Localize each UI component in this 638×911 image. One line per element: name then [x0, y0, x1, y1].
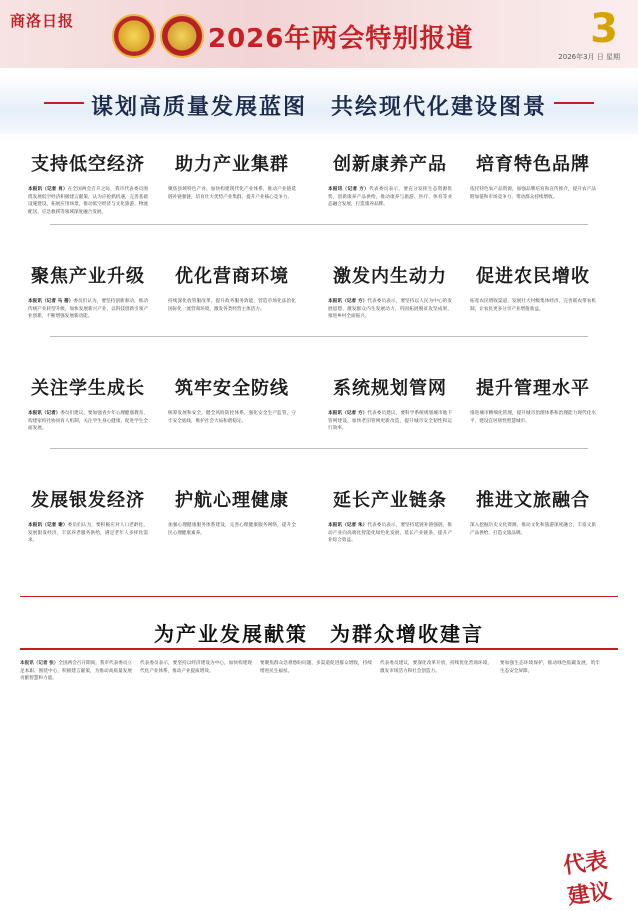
article-text: 加强心理健康服务体系建设，完善心理健康服务网络，提升全民心理健康素养。 — [168, 523, 296, 536]
bottom-title-rule — [20, 648, 618, 650]
article-body — [28, 522, 148, 582]
article-headline: 助力产业集群 — [175, 154, 289, 175]
article-byline: 本报讯（记者 谢） — [28, 523, 68, 528]
article-block — [28, 374, 148, 470]
stamp-seal: 代表建议 — [561, 847, 614, 910]
article-headline: 护航心理健康 — [175, 490, 289, 511]
article-text: 代表委员表示，要坚持延链补链强链，推动产业向高端化智能化绿色化发展，延长产业链条，提升产业综合效益。 — [328, 523, 452, 543]
article-block — [168, 374, 296, 470]
article-block — [28, 262, 148, 358]
article-text: 代表委员表示，要充分发挥生态资源优势，创新康养产品供给，推动康养与旅游、医疗、体育等业态融合发展，打造康养品牌。 — [328, 187, 452, 207]
bottom-column — [140, 660, 252, 890]
article-text: 要聚焦群众急难愁盼问题，多渠道促进群众增收，持续增进民生福祉。 — [260, 661, 372, 674]
article-body — [328, 186, 452, 246]
article-byline: 本报讯（记者 方） — [328, 299, 368, 304]
row-divider — [50, 336, 588, 337]
article-body — [168, 410, 296, 470]
section-divider — [20, 596, 618, 597]
article-block — [470, 262, 596, 358]
article-headline: 激发内生动力 — [333, 266, 447, 287]
bottom-column — [20, 660, 132, 890]
article-text: 代表委员建议，要科学系统规划城市地下管网建设，加快老旧管网更新改造，提升城市安全韧性和运行效率。 — [328, 411, 452, 431]
article-block — [28, 486, 148, 582]
row-divider — [50, 224, 588, 225]
headline-banner — [0, 74, 638, 134]
article-byline: 本报讯（记者 肖） — [28, 187, 68, 192]
article-headline: 推进文旅融合 — [476, 490, 590, 511]
article-block — [328, 486, 452, 582]
article-headline: 优化营商环境 — [175, 266, 289, 287]
article-body — [328, 410, 452, 470]
article-byline: 本报讯（记者 方） — [328, 187, 370, 192]
article-body — [168, 522, 296, 582]
article-text: 代表委员表示，要坚持以经济建设为中心，加快构建现代化产业体系，推动产业提质增效。 — [140, 661, 252, 674]
article-headline: 聚焦产业升级 — [31, 266, 145, 287]
article-headline: 延长产业链条 — [333, 490, 447, 511]
row-divider — [50, 448, 588, 449]
article-block — [470, 374, 596, 470]
article-text: 全国两会召开期间，我市代表委员立足本职、围绕中心，积极建言献策，为推动高质量发展贡献智慧和力量。 — [20, 661, 132, 681]
article-byline: 本报讯（记者 张） — [20, 661, 59, 666]
page-header — [0, 0, 638, 68]
banner-flourish-right — [554, 102, 594, 104]
article-headline: 系统规划管网 — [333, 378, 447, 399]
article-body — [470, 298, 596, 358]
bottom-column — [260, 660, 372, 890]
article-text: 统筹发展和安全，健全风险防控体系，强化安全生产监管，守牢安全底线，维护社会大局和谐稳定。 — [168, 411, 296, 424]
article-text: 聚焦县域特色产业，加快构建现代化产业体系，推动产业链延链补链强链，培育壮大优势产业集群，提升产业核心竞争力。 — [168, 187, 296, 200]
date-line: 2026年3月 日 星期 — [558, 53, 620, 61]
article-text: 推进城市精细化管理，提升城市治理体系和治理能力现代化水平，建设宜居韧性智慧城市。 — [470, 411, 596, 424]
article-body — [470, 410, 596, 470]
article-block — [168, 262, 296, 358]
masthead: 商洛日报 — [10, 12, 75, 30]
bottom-column — [380, 660, 492, 890]
article-block — [168, 150, 296, 246]
article-body — [168, 298, 296, 358]
article-text: 拓宽农民增收渠道，发展壮大村级集体经济，完善联农带农机制，让农民更多分享产业增值收益。 — [470, 299, 596, 312]
article-block — [328, 150, 452, 246]
bottom-article-title: 为产业发展献策 为群众增收建言 — [154, 622, 484, 646]
article-text: 要加强生态环境保护，推动绿色低碳发展，筑牢生态安全屏障。 — [500, 661, 600, 674]
article-block — [470, 150, 596, 246]
article-block — [328, 262, 452, 358]
article-headline: 提升管理水平 — [476, 378, 590, 399]
article-body — [328, 298, 452, 358]
article-headline: 筑牢安全防线 — [175, 378, 289, 399]
article-text: 代表委员表示，要坚持以人民为中心的发展思想，激发群众内生发展动力，巩固拓展脱贫攻坚成果，推进乡村全面振兴。 — [328, 299, 452, 319]
article-body — [168, 186, 296, 246]
article-block — [168, 486, 296, 582]
article-block — [28, 150, 148, 246]
article-text: 持续深化放管服改革，提升政务服务效能，营造市场化法治化国际化一流营商环境，激发各类经营主体活力。 — [168, 299, 296, 312]
article-body — [28, 186, 148, 246]
article-text: 在全国两会召开之际，我市代表委员围绕发展低空经济积极建言献策，认为应抢抓机遇，完善基础设施建设，拓展应用场景，推动低空经济与文化旅游、物流配送、应急救援等领域深度融合发展。 — [28, 187, 148, 215]
article-block — [470, 486, 596, 582]
article-headline: 培育特色品牌 — [476, 154, 590, 175]
article-body — [470, 186, 596, 246]
article-block — [328, 374, 452, 470]
article-text: 代表委员建议，要深化改革开放，持续优化营商环境，激发市场活力和社会创造力。 — [380, 661, 492, 674]
article-text: 依托特色农产品资源，加强品牌培育和宣传推介，提升农产品附加值和市场竞争力，带动群众持续增收。 — [470, 187, 596, 200]
article-body — [470, 522, 596, 582]
article-body — [28, 410, 148, 470]
cppcc-emblem-icon — [160, 14, 204, 58]
article-text: 委员们建议，要加强青少年心理健康教育，构建家校社协同育人机制，关注学生身心健康，促进学生全面发展。 — [28, 411, 148, 431]
article-byline: 本报讯（记者 马 蓓） — [28, 299, 74, 304]
national-emblem-icon — [112, 14, 156, 58]
article-headline: 创新康养产品 — [333, 154, 447, 175]
page-number: 3 — [590, 6, 618, 52]
special-report-title: 2026年两会特别报道 — [208, 24, 474, 54]
article-text: 委员们认为，要积极应对人口老龄化，发展银发经济，丰富养老服务供给，满足老年人多样化需求。 — [28, 523, 148, 543]
article-body — [28, 298, 148, 358]
article-byline: 本报讯（记者 朱） — [328, 523, 368, 528]
bottom-column — [500, 660, 600, 830]
article-text: 深入挖掘历史文化资源，推动文化和旅游深度融合，丰富文旅产品供给，打造文旅品牌。 — [470, 523, 596, 536]
article-headline: 支持低空经济 — [31, 154, 145, 175]
article-byline: 本报讯（记者 方） — [328, 411, 368, 416]
article-byline: 本报讯（记者） — [28, 411, 61, 416]
article-headline: 促进农民增收 — [476, 266, 590, 287]
headline-title: 谋划高质量发展蓝图 共绘现代化建设图景 — [90, 95, 547, 120]
article-headline: 关注学生成长 — [31, 378, 145, 399]
article-text: 委员们认为，要坚持创新驱动，推动传统产业转型升级，加快发展新兴产业，以科技创新引领产业创新，不断增强发展新动能。 — [28, 299, 148, 319]
article-headline: 发展银发经济 — [31, 490, 145, 511]
article-body — [328, 522, 452, 582]
